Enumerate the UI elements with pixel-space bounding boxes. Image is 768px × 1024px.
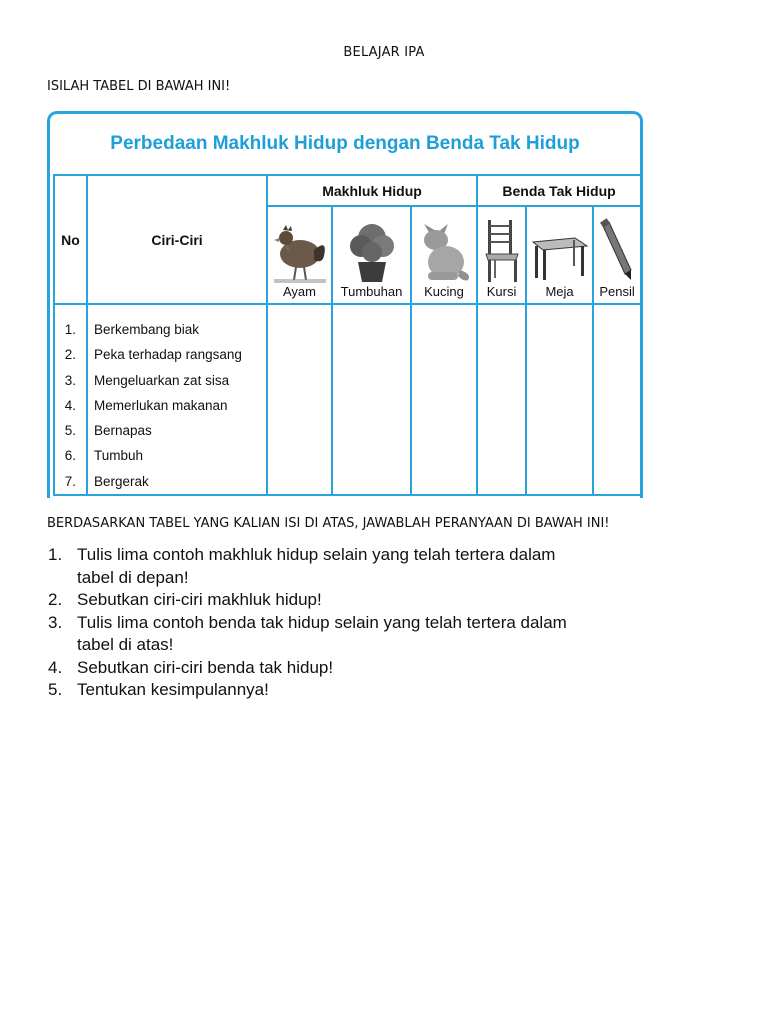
item-column-pensil	[593, 206, 641, 304]
trait-number: 4.	[64, 397, 76, 413]
question-text: Tulis lima contoh makhluk hidup selain yang telah tertera dalam tabel di depan!	[77, 545, 556, 587]
trait-item: Mengeluarkan zat sisa	[94, 372, 230, 388]
trait-number-list	[55, 305, 86, 494]
item-label-ayam: Ayam	[283, 284, 316, 299]
question-item	[48, 589, 597, 612]
comparison-table	[53, 174, 642, 496]
answer-cell-ayam[interactable]	[267, 304, 332, 495]
item-column-tumbuhan	[332, 206, 411, 304]
question-list	[48, 544, 597, 702]
answer-cell-tumbuhan[interactable]	[332, 304, 411, 495]
cat-icon	[414, 216, 474, 284]
item-label-tumbuhan: Tumbuhan	[340, 284, 403, 299]
item-label-kucing: Kucing	[424, 284, 464, 299]
trait-item: Berkembang biak	[94, 322, 200, 337]
trait-item: Tumbuh	[94, 448, 144, 464]
header-benda-tak-hidup: Benda Tak Hidup	[477, 175, 641, 206]
chicken-icon	[270, 216, 330, 284]
question-instruction: BERDASARKAN TABEL YANG KALIAN ISI DI ATAS, JAWABLAH PERANYAAN DI BAWAH INI!	[47, 516, 610, 531]
answer-cell-kucing[interactable]	[411, 304, 477, 495]
question-number: 2.	[48, 590, 63, 609]
trait-item: Memerlukan makanan	[94, 397, 228, 413]
question-number: 5.	[48, 680, 63, 699]
trait-list	[88, 305, 266, 494]
chair-icon	[480, 216, 524, 284]
worksheet-frame	[47, 111, 643, 498]
question-item	[48, 679, 597, 702]
trait-number: 7.	[64, 473, 76, 489]
trait-item: Bergerak	[94, 473, 149, 489]
question-number: 1.	[48, 545, 63, 564]
trait-text-cell	[87, 304, 267, 495]
trait-item: Bernapas	[94, 423, 152, 439]
plant-icon	[342, 216, 402, 284]
worksheet-title: Perbedaan Makhluk Hidup dengan Benda Tak Hidup	[110, 133, 580, 154]
question-item	[48, 544, 597, 589]
item-label-kursi: Kursi	[486, 284, 517, 299]
table-icon	[529, 216, 591, 284]
item-column-kursi	[477, 206, 526, 304]
trait-number: 6.	[64, 448, 76, 464]
trait-number-cell	[54, 304, 87, 495]
trait-number: 3.	[64, 372, 76, 388]
answer-cell-meja[interactable]	[526, 304, 593, 495]
question-text: Tentukan kesimpulannya!	[77, 680, 269, 699]
question-text: Sebutkan ciri-ciri makhluk hidup!	[77, 590, 322, 609]
item-label-pensil: Pensil	[599, 284, 635, 299]
document-title: BELAJAR IPA	[343, 45, 425, 60]
trait-number: 5.	[64, 423, 76, 439]
question-number: 4.	[48, 657, 63, 677]
header-no: No	[54, 175, 87, 304]
item-column-meja	[526, 206, 593, 304]
question-text: Tulis lima contoh benda tak hidup selain yang telah tertera dalam tabel di atas!	[77, 612, 567, 654]
question-number: 3.	[48, 612, 63, 632]
header-ciri-ciri: Ciri-Ciri	[87, 175, 267, 304]
answer-cell-pensil[interactable]	[593, 304, 641, 495]
item-label-meja: Meja	[545, 284, 574, 299]
trait-number: 2.	[64, 347, 76, 363]
trait-number: 1.	[64, 322, 76, 337]
question-text: Sebutkan ciri-ciri benda tak hidup!	[77, 657, 334, 677]
question-item	[48, 657, 597, 680]
question-item	[48, 612, 597, 657]
answer-cell-kursi[interactable]	[477, 304, 526, 495]
header-makhluk-hidup: Makhluk Hidup	[267, 175, 477, 206]
trait-item: Peka terhadap rangsang	[94, 347, 242, 363]
pencil-icon	[595, 216, 639, 284]
item-column-ayam	[267, 206, 332, 304]
table-instruction: ISILAH TABEL DI BAWAH INI!	[47, 79, 231, 94]
item-column-kucing	[411, 206, 477, 304]
